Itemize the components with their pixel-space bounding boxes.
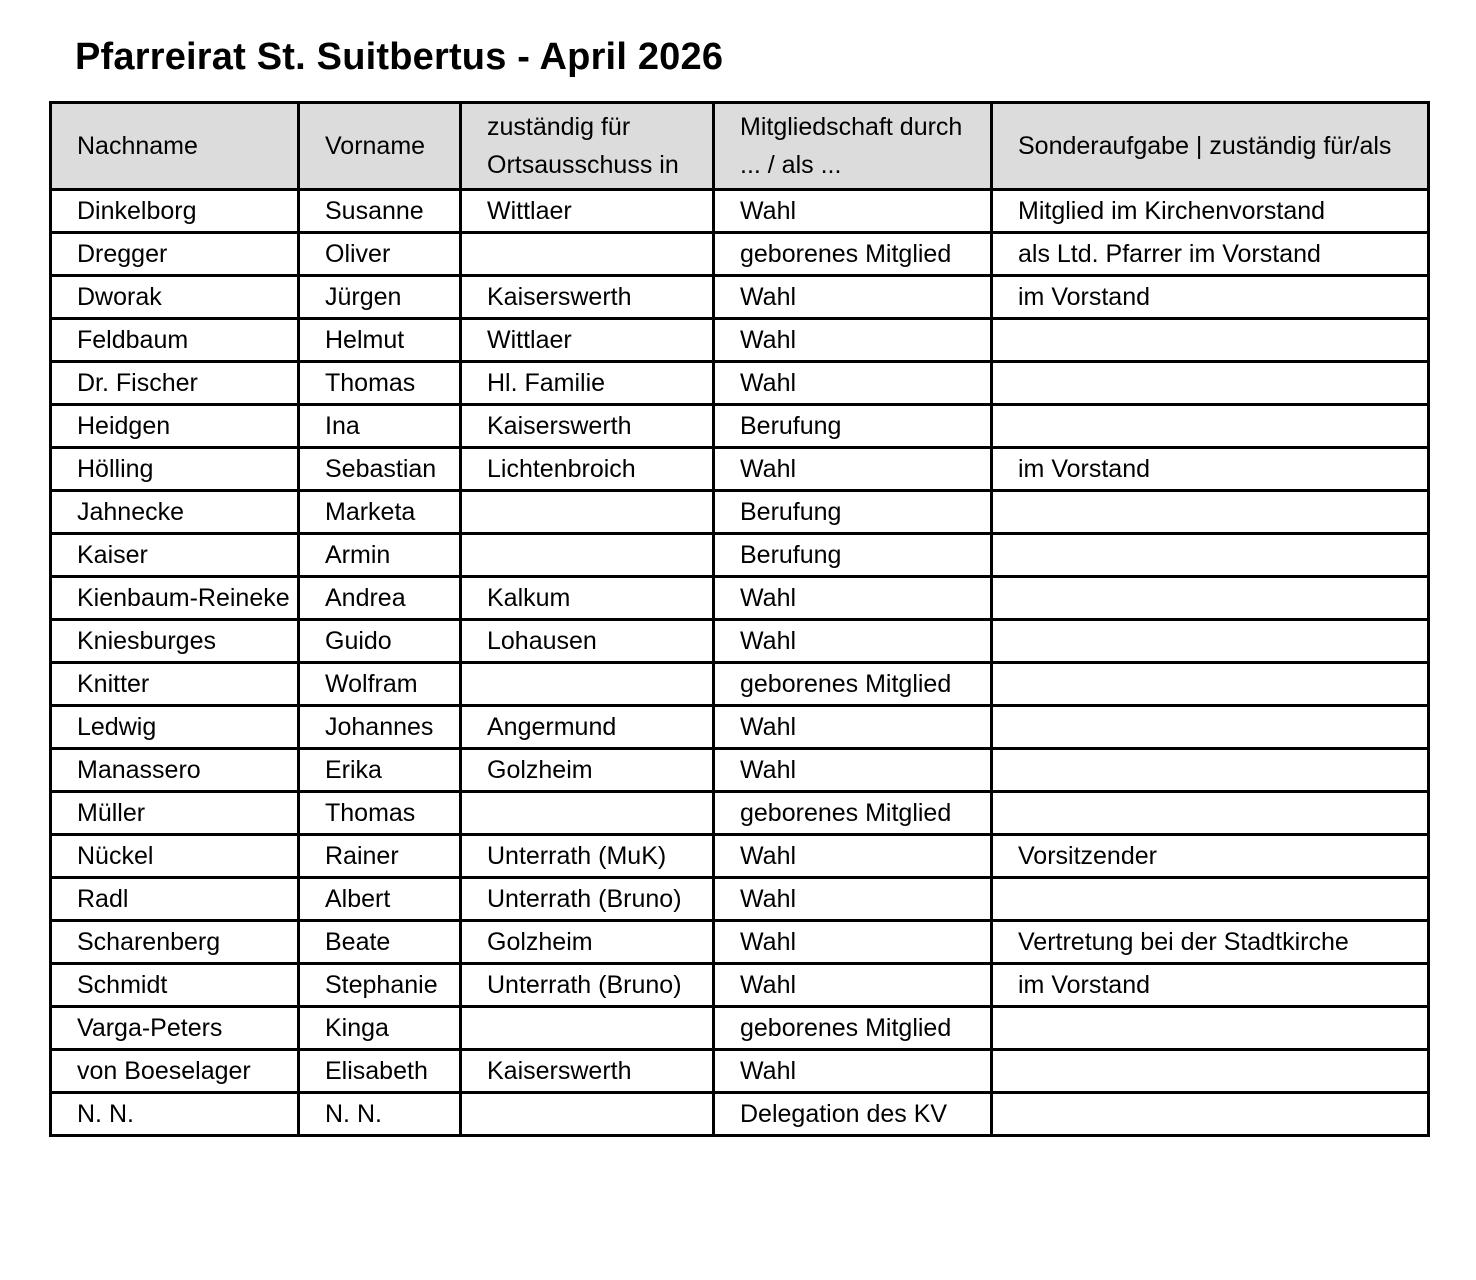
cell-vorname: Ina bbox=[299, 405, 461, 448]
cell-ortsausschuss: Lichtenbroich bbox=[461, 448, 714, 491]
cell-vorname: Kinga bbox=[299, 1007, 461, 1050]
cell-vorname: N. N. bbox=[299, 1093, 461, 1136]
cell-ortsausschuss: Angermund bbox=[461, 706, 714, 749]
cell-nachname: Hölling bbox=[51, 448, 299, 491]
cell-nachname: Nückel bbox=[51, 835, 299, 878]
cell-ortsausschuss bbox=[461, 792, 714, 835]
cell-ortsausschuss: Lohausen bbox=[461, 620, 714, 663]
table-row bbox=[51, 706, 1429, 749]
cell-sonderaufgabe bbox=[992, 663, 1429, 706]
table-row bbox=[51, 405, 1429, 448]
cell-mitgliedschaft: Wahl bbox=[714, 577, 992, 620]
cell-nachname: von Boeselager bbox=[51, 1050, 299, 1093]
cell-nachname: Scharenberg bbox=[51, 921, 299, 964]
cell-nachname: N. N. bbox=[51, 1093, 299, 1136]
table-row bbox=[51, 233, 1429, 276]
cell-ortsausschuss bbox=[461, 1093, 714, 1136]
cell-mitgliedschaft: Wahl bbox=[714, 276, 992, 319]
cell-vorname: Sebastian bbox=[299, 448, 461, 491]
members-table bbox=[49, 101, 1430, 1137]
cell-vorname: Rainer bbox=[299, 835, 461, 878]
cell-sonderaufgabe bbox=[992, 1007, 1429, 1050]
header-ortsausschuss: zuständig für Ortsausschuss in bbox=[461, 103, 714, 190]
cell-mitgliedschaft: Wahl bbox=[714, 190, 992, 233]
header-sonderaufgabe: Sonderaufgabe | zuständig für/als bbox=[992, 103, 1429, 190]
table-row bbox=[51, 792, 1429, 835]
table-row bbox=[51, 835, 1429, 878]
cell-sonderaufgabe bbox=[992, 792, 1429, 835]
cell-nachname: Kniesburges bbox=[51, 620, 299, 663]
cell-mitgliedschaft: geborenes Mitglied bbox=[714, 663, 992, 706]
cell-sonderaufgabe bbox=[992, 620, 1429, 663]
table-row bbox=[51, 1007, 1429, 1050]
cell-vorname: Thomas bbox=[299, 792, 461, 835]
cell-mitgliedschaft: Wahl bbox=[714, 835, 992, 878]
cell-nachname: Ledwig bbox=[51, 706, 299, 749]
cell-sonderaufgabe bbox=[992, 362, 1429, 405]
table-header-row bbox=[51, 103, 1429, 190]
header-vorname: Vorname bbox=[299, 103, 461, 190]
cell-sonderaufgabe: im Vorstand bbox=[992, 448, 1429, 491]
cell-vorname: Guido bbox=[299, 620, 461, 663]
cell-nachname: Knitter bbox=[51, 663, 299, 706]
cell-sonderaufgabe bbox=[992, 577, 1429, 620]
cell-nachname: Manassero bbox=[51, 749, 299, 792]
cell-sonderaufgabe bbox=[992, 749, 1429, 792]
cell-ortsausschuss: Wittlaer bbox=[461, 319, 714, 362]
cell-ortsausschuss: Unterrath (MuK) bbox=[461, 835, 714, 878]
cell-vorname: Johannes bbox=[299, 706, 461, 749]
cell-ortsausschuss: Kaiserswerth bbox=[461, 1050, 714, 1093]
cell-sonderaufgabe: Vertretung bei der Stadtkirche bbox=[992, 921, 1429, 964]
cell-nachname: Jahnecke bbox=[51, 491, 299, 534]
cell-mitgliedschaft: Delegation des KV bbox=[714, 1093, 992, 1136]
cell-mitgliedschaft: geborenes Mitglied bbox=[714, 1007, 992, 1050]
cell-nachname: Dregger bbox=[51, 233, 299, 276]
table-row bbox=[51, 1093, 1429, 1136]
table-row bbox=[51, 534, 1429, 577]
cell-vorname: Susanne bbox=[299, 190, 461, 233]
cell-nachname: Varga-Peters bbox=[51, 1007, 299, 1050]
page-title: Pfarreirat St. Suitbertus - April 2026 bbox=[75, 36, 724, 78]
cell-nachname: Kienbaum-Reineke bbox=[51, 577, 299, 620]
cell-mitgliedschaft: Wahl bbox=[714, 362, 992, 405]
cell-mitgliedschaft: Wahl bbox=[714, 620, 992, 663]
cell-sonderaufgabe bbox=[992, 491, 1429, 534]
cell-ortsausschuss: Unterrath (Bruno) bbox=[461, 878, 714, 921]
cell-sonderaufgabe bbox=[992, 1050, 1429, 1093]
table-row bbox=[51, 663, 1429, 706]
cell-sonderaufgabe: als Ltd. Pfarrer im Vorstand bbox=[992, 233, 1429, 276]
cell-vorname: Armin bbox=[299, 534, 461, 577]
cell-sonderaufgabe: Mitglied im Kirchenvorstand bbox=[992, 190, 1429, 233]
cell-ortsausschuss: Unterrath (Bruno) bbox=[461, 964, 714, 1007]
cell-vorname: Wolfram bbox=[299, 663, 461, 706]
table-row bbox=[51, 749, 1429, 792]
cell-ortsausschuss: Golzheim bbox=[461, 749, 714, 792]
cell-ortsausschuss: Wittlaer bbox=[461, 190, 714, 233]
cell-ortsausschuss: Kaiserswerth bbox=[461, 405, 714, 448]
table-row bbox=[51, 362, 1429, 405]
cell-mitgliedschaft: Berufung bbox=[714, 534, 992, 577]
cell-mitgliedschaft: Wahl bbox=[714, 448, 992, 491]
cell-vorname: Beate bbox=[299, 921, 461, 964]
cell-mitgliedschaft: Wahl bbox=[714, 1050, 992, 1093]
cell-sonderaufgabe bbox=[992, 534, 1429, 577]
cell-vorname: Stephanie bbox=[299, 964, 461, 1007]
cell-vorname: Helmut bbox=[299, 319, 461, 362]
cell-mitgliedschaft: geborenes Mitglied bbox=[714, 792, 992, 835]
cell-ortsausschuss bbox=[461, 233, 714, 276]
cell-mitgliedschaft: geborenes Mitglied bbox=[714, 233, 992, 276]
cell-vorname: Oliver bbox=[299, 233, 461, 276]
cell-ortsausschuss bbox=[461, 663, 714, 706]
table-body bbox=[51, 190, 1429, 1136]
cell-nachname: Kaiser bbox=[51, 534, 299, 577]
cell-vorname: Marketa bbox=[299, 491, 461, 534]
cell-mitgliedschaft: Wahl bbox=[714, 921, 992, 964]
cell-vorname: Thomas bbox=[299, 362, 461, 405]
table-row bbox=[51, 577, 1429, 620]
cell-nachname: Dinkelborg bbox=[51, 190, 299, 233]
cell-mitgliedschaft: Wahl bbox=[714, 964, 992, 1007]
table-row bbox=[51, 190, 1429, 233]
cell-sonderaufgabe bbox=[992, 706, 1429, 749]
cell-sonderaufgabe: im Vorstand bbox=[992, 964, 1429, 1007]
cell-vorname: Andrea bbox=[299, 577, 461, 620]
cell-mitgliedschaft: Wahl bbox=[714, 749, 992, 792]
cell-nachname: Heidgen bbox=[51, 405, 299, 448]
cell-nachname: Müller bbox=[51, 792, 299, 835]
cell-ortsausschuss: Kaiserswerth bbox=[461, 276, 714, 319]
cell-vorname: Erika bbox=[299, 749, 461, 792]
cell-nachname: Dr. Fischer bbox=[51, 362, 299, 405]
table-row bbox=[51, 620, 1429, 663]
cell-sonderaufgabe bbox=[992, 878, 1429, 921]
cell-mitgliedschaft: Berufung bbox=[714, 405, 992, 448]
cell-mitgliedschaft: Wahl bbox=[714, 319, 992, 362]
table-row bbox=[51, 276, 1429, 319]
cell-ortsausschuss: Kalkum bbox=[461, 577, 714, 620]
cell-nachname: Radl bbox=[51, 878, 299, 921]
cell-sonderaufgabe bbox=[992, 319, 1429, 362]
cell-ortsausschuss bbox=[461, 1007, 714, 1050]
cell-ortsausschuss bbox=[461, 534, 714, 577]
cell-sonderaufgabe: Vorsitzender bbox=[992, 835, 1429, 878]
cell-vorname: Elisabeth bbox=[299, 1050, 461, 1093]
cell-sonderaufgabe bbox=[992, 405, 1429, 448]
cell-mitgliedschaft: Wahl bbox=[714, 878, 992, 921]
table-row bbox=[51, 491, 1429, 534]
cell-sonderaufgabe bbox=[992, 1093, 1429, 1136]
cell-nachname: Schmidt bbox=[51, 964, 299, 1007]
cell-vorname: Albert bbox=[299, 878, 461, 921]
header-nachname: Nachname bbox=[51, 103, 299, 190]
cell-ortsausschuss: Hl. Familie bbox=[461, 362, 714, 405]
table-row bbox=[51, 319, 1429, 362]
cell-sonderaufgabe: im Vorstand bbox=[992, 276, 1429, 319]
cell-mitgliedschaft: Wahl bbox=[714, 706, 992, 749]
table-row bbox=[51, 448, 1429, 491]
header-mitgliedschaft: Mitgliedschaft durch ... / als ... bbox=[714, 103, 992, 190]
table-row bbox=[51, 964, 1429, 1007]
cell-vorname: Jürgen bbox=[299, 276, 461, 319]
cell-nachname: Feldbaum bbox=[51, 319, 299, 362]
table-row bbox=[51, 878, 1429, 921]
table-row bbox=[51, 921, 1429, 964]
cell-ortsausschuss bbox=[461, 491, 714, 534]
table-row bbox=[51, 1050, 1429, 1093]
cell-ortsausschuss: Golzheim bbox=[461, 921, 714, 964]
cell-mitgliedschaft: Berufung bbox=[714, 491, 992, 534]
cell-nachname: Dworak bbox=[51, 276, 299, 319]
